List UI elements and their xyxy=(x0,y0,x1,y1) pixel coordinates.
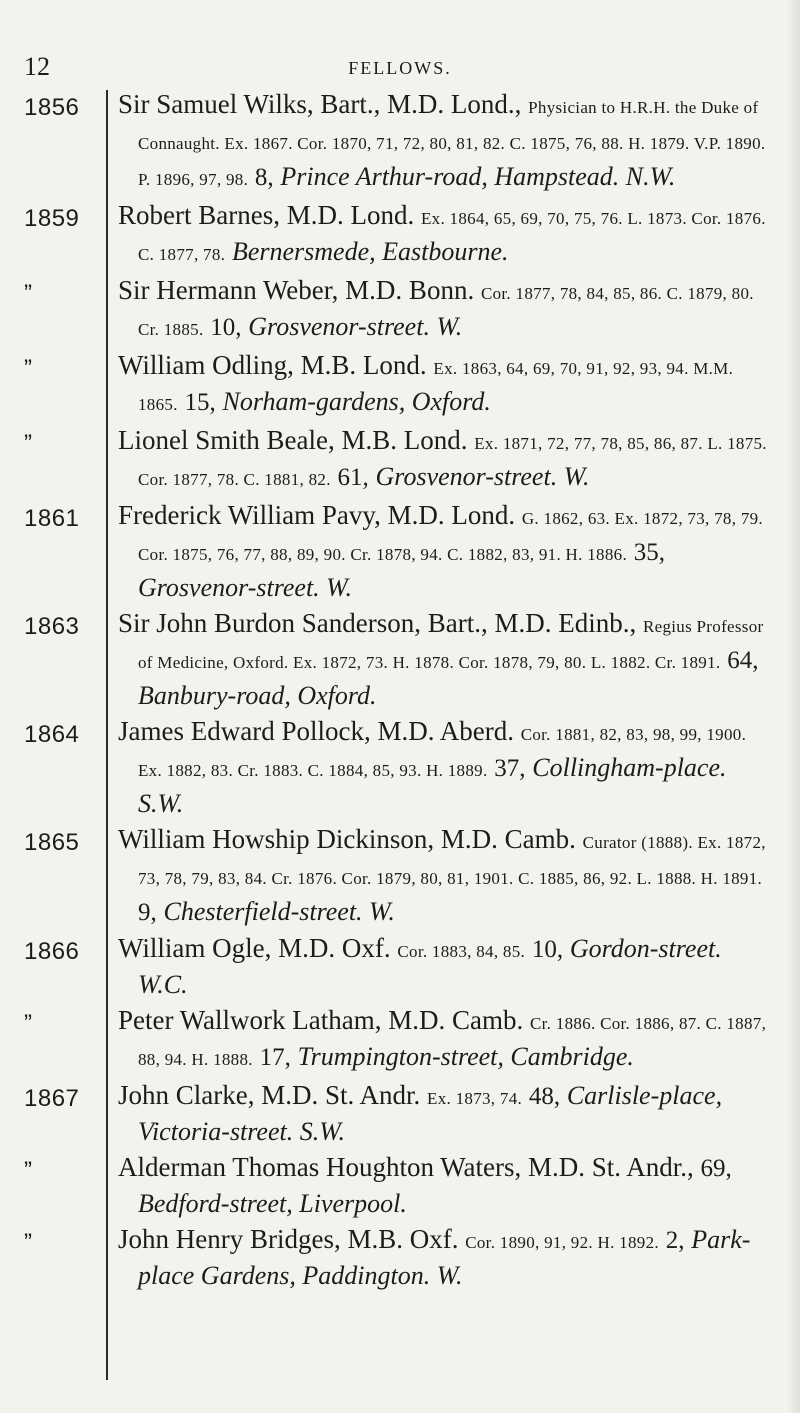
entry-address-number: 17, xyxy=(259,1044,291,1071)
entry-address-number: 15, xyxy=(184,389,216,416)
entry-name: Robert Barnes, M.D. Lond. xyxy=(118,200,415,230)
entry-address: Trumpington-street, Cambridge. xyxy=(297,1042,634,1071)
entry-year: ” xyxy=(24,280,33,307)
entry-address: Banbury-road, Oxford. xyxy=(138,681,377,710)
entry-year: ” xyxy=(24,1010,33,1037)
entry-name: John Clarke, M.D. St. Andr. xyxy=(118,1080,421,1110)
entry-details: G. 1862, 63. Ex. 1872, 73, 78, 79. Cor. 1875, 76, 77, 88, 89, 90. Cr. 1878, 94. C. 1882, 83, 91. H. 1886. xyxy=(138,509,763,564)
entry-year: 1865 xyxy=(24,829,80,856)
entry-details: Regius Professor of Medicine, Oxford. Ex. 1872, 73. H. 1878. Cor. 1878, 79, 80. L. 1882. Cr. 1891. xyxy=(138,617,764,672)
entry-year: 1867 xyxy=(24,1085,80,1112)
list-item xyxy=(0,274,800,346)
entry-name: Peter Wallwork Latham, M.D. Camb. xyxy=(118,1005,524,1035)
entry-address-number: 64, xyxy=(727,647,759,674)
entry-address-number: 10, xyxy=(531,936,564,963)
entry-address: Chesterfield-street. W. xyxy=(163,897,395,926)
entry-address-number: 8, xyxy=(254,164,274,191)
entry-name: John Henry Bridges, M.B. Oxf. xyxy=(118,1224,459,1254)
list-item xyxy=(0,349,800,421)
entry-address-number: 48, xyxy=(528,1083,561,1110)
entry-details: Ex. 1873, 74. xyxy=(427,1089,523,1108)
entry-address-number: 35, xyxy=(633,539,665,566)
entry-address-number: 61, xyxy=(337,464,369,491)
list-item xyxy=(0,1079,800,1148)
entry-name: James Edward Pollock, M.D. Aberd. xyxy=(118,716,514,746)
entry-address-number: 2, xyxy=(665,1227,685,1254)
list-item xyxy=(0,607,800,712)
entry-address: Grosvenor-street. W. xyxy=(248,312,463,341)
entry-address: Grosvenor-street. W. xyxy=(138,573,352,602)
entry-name: William Howship Dickinson, M.D. Camb. xyxy=(118,824,576,854)
list-item xyxy=(0,1223,800,1292)
entry-address: Gordon-street. W.C. xyxy=(138,934,722,999)
entry-address: Grosvenor-street. W. xyxy=(375,462,590,491)
entry-address-number: 10, xyxy=(210,314,242,341)
entry-address: Bedford-street, Liverpool. xyxy=(138,1189,407,1218)
entry-address: Prince Arthur-road, Hampstead. N.W. xyxy=(280,162,676,191)
entry-year: 1861 xyxy=(24,505,80,532)
entry-name: William Ogle, M.D. Oxf. xyxy=(118,933,391,963)
running-head: FELLOWS. xyxy=(348,58,452,78)
entry-address: Collingham-place. S.W. xyxy=(138,753,727,818)
entry-name: Sir John Burdon Sanderson, Bart., M.D. Edinb., xyxy=(118,608,637,638)
entry-details: Ex. 1863, 64, 69, 70, 91, 92, 93, 94. M.M. 1865. xyxy=(138,359,734,414)
entry-name: Frederick William Pavy, M.D. Lond. xyxy=(118,500,516,530)
entry-details: Curator (1888). Ex. 1872, 73, 78, 79, 83, 84. Cr. 1876. Cor. 1879, 80, 81, 1901. C. 1885, 86, 92. L. 1888. H. 1891. xyxy=(138,833,766,888)
entry-year: ” xyxy=(24,430,33,457)
list-item xyxy=(0,1004,800,1076)
entry-name: Alderman Thomas Houghton Waters, M.D. St. Andr., xyxy=(118,1152,694,1182)
entry-name: Lionel Smith Beale, M.B. Lond. xyxy=(118,425,468,455)
entry-details: Physician to H.R.H. the Duke of Connaught. Ex. 1867. Cor. 1870, 71, 72, 80, 81, 82. C. 1875, 76, 88. H. 1879. V.P. 1890. P. 1896, 97, 98. xyxy=(138,98,766,189)
entry-address: Park-place Gardens, Paddington. W. xyxy=(138,1225,751,1290)
entry-year: ” xyxy=(24,1229,33,1256)
entry-address: Norham-gardens, Oxford. xyxy=(222,387,491,416)
entry-year: 1856 xyxy=(24,94,80,121)
entry-details: Cor. 1883, 84, 85. xyxy=(397,942,526,961)
entry-name: Sir Samuel Wilks, Bart., M.D. Lond., xyxy=(118,89,522,119)
entry-year: ” xyxy=(24,1157,33,1184)
entry-year: 1864 xyxy=(24,721,80,748)
entry-details: Cr. 1886. Cor. 1886, 87. C. 1887, 88, 94. H. 1888. xyxy=(138,1014,767,1069)
entry-address-number: 69, xyxy=(700,1155,732,1182)
entry-details: Ex. 1864, 65, 69, 70, 75, 76. L. 1873. Cor. 1876. C. 1877, 78. xyxy=(138,209,766,264)
page-number: 12 xyxy=(24,52,50,81)
entry-details: Cor. 1877, 78, 84, 85, 86. C. 1879, 80. Cr. 1885. xyxy=(138,284,754,339)
entry-address-number: 37, xyxy=(494,755,526,782)
entry-year: 1866 xyxy=(24,938,80,965)
list-item xyxy=(0,424,800,496)
entry-year: ” xyxy=(24,355,33,382)
list-item xyxy=(0,499,800,604)
list-item xyxy=(0,932,800,1001)
entry-name: William Odling, M.B. Lond. xyxy=(118,350,427,380)
entry-details: Cor. 1881, 82, 83, 98, 99, 1900. Ex. 1882, 83. Cr. 1883. C. 1884, 85, 93. H. 1889. xyxy=(138,725,747,780)
entry-details: Ex. 1871, 72, 77, 78, 85, 86, 87. L. 1875. Cor. 1877, 78. C. 1881, 82. xyxy=(138,434,767,489)
entry-name: Sir Hermann Weber, M.D. Bonn. xyxy=(118,275,475,305)
entry-address-number: 9, xyxy=(138,899,157,926)
list-item xyxy=(0,823,800,929)
entry-year: 1863 xyxy=(24,613,80,640)
page-edge-shadow xyxy=(786,0,800,1413)
entry-address: Carlisle-place, Victoria-street. S.W. xyxy=(138,1081,723,1146)
fellows-list xyxy=(0,88,800,1295)
entry-details: Cor. 1890, 91, 92. H. 1892. xyxy=(465,1233,659,1252)
list-item xyxy=(0,88,800,196)
list-item xyxy=(0,199,800,271)
entry-address: Bernersmede, Eastbourne. xyxy=(231,237,509,266)
entry-year: 1859 xyxy=(24,205,80,232)
list-item xyxy=(0,715,800,820)
list-item xyxy=(0,1151,800,1220)
